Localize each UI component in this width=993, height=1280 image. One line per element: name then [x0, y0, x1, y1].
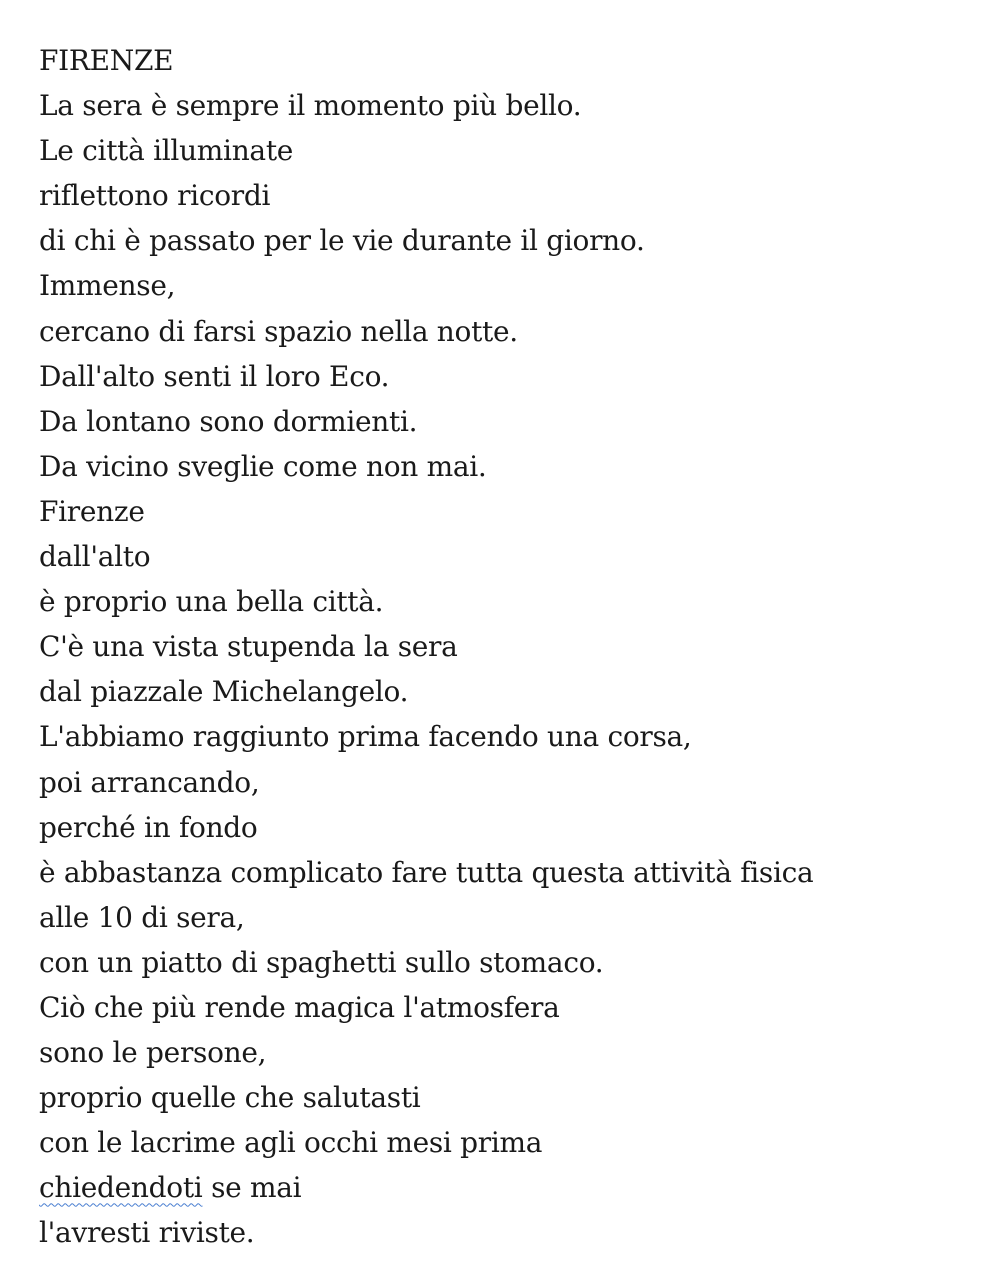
poem-line: Ciò che più rende magica l'atmosfera	[39, 990, 560, 1024]
poem-line: dall'alto	[39, 540, 151, 574]
poem-line: Dall'alto senti il loro Eco.	[39, 359, 390, 393]
poem-line: proprio quelle che salutasti	[39, 1081, 421, 1115]
poem-line: di chi è passato per le vie durante il giorno.	[39, 224, 645, 258]
poem-last-line: l'avresti riviste.	[39, 1216, 255, 1250]
poem-line: Immense,	[39, 269, 176, 303]
poem-line: Le città illuminate	[39, 134, 294, 168]
poem-line-flagged	[39, 1165, 969, 1210]
poem-line: è abbastanza complicato fare tutta questa attività fisica	[39, 855, 814, 889]
poem-title: FIRENZE	[39, 44, 174, 77]
poem-line: sono le persone,	[39, 1036, 267, 1070]
poem-line: con le lacrime agli occhi mesi prima	[39, 1126, 543, 1160]
poem-line: dal piazzale Michelangelo.	[39, 675, 409, 709]
poem-line: Firenze	[39, 494, 145, 528]
poem-line: La sera è sempre il momento più bello.	[39, 89, 582, 123]
poem-line: Da lontano sono dormienti.	[39, 404, 418, 438]
poem-line: è proprio una bella città.	[39, 585, 384, 619]
poem-line: alle 10 di sera,	[39, 900, 245, 934]
spellcheck-flagged-word[interactable]: chiedendoti	[39, 1171, 203, 1205]
poem-line-rest: se mai	[202, 1171, 302, 1205]
poem-line: L'abbiamo raggiunto prima facendo una corsa,	[39, 720, 692, 754]
poem-line: riflettono ricordi	[39, 179, 271, 213]
poem-text	[39, 38, 969, 1256]
poem-line: C'è una vista stupenda la sera	[39, 630, 458, 664]
poem-line: con un piatto di spaghetti sullo stomaco.	[39, 945, 604, 979]
poem-line: perché in fondo	[39, 810, 258, 844]
poem-line: poi arrancando,	[39, 765, 260, 799]
poem-line: Da vicino sveglie come non mai.	[39, 449, 487, 483]
poem-line: cercano di farsi spazio nella notte.	[39, 314, 518, 348]
